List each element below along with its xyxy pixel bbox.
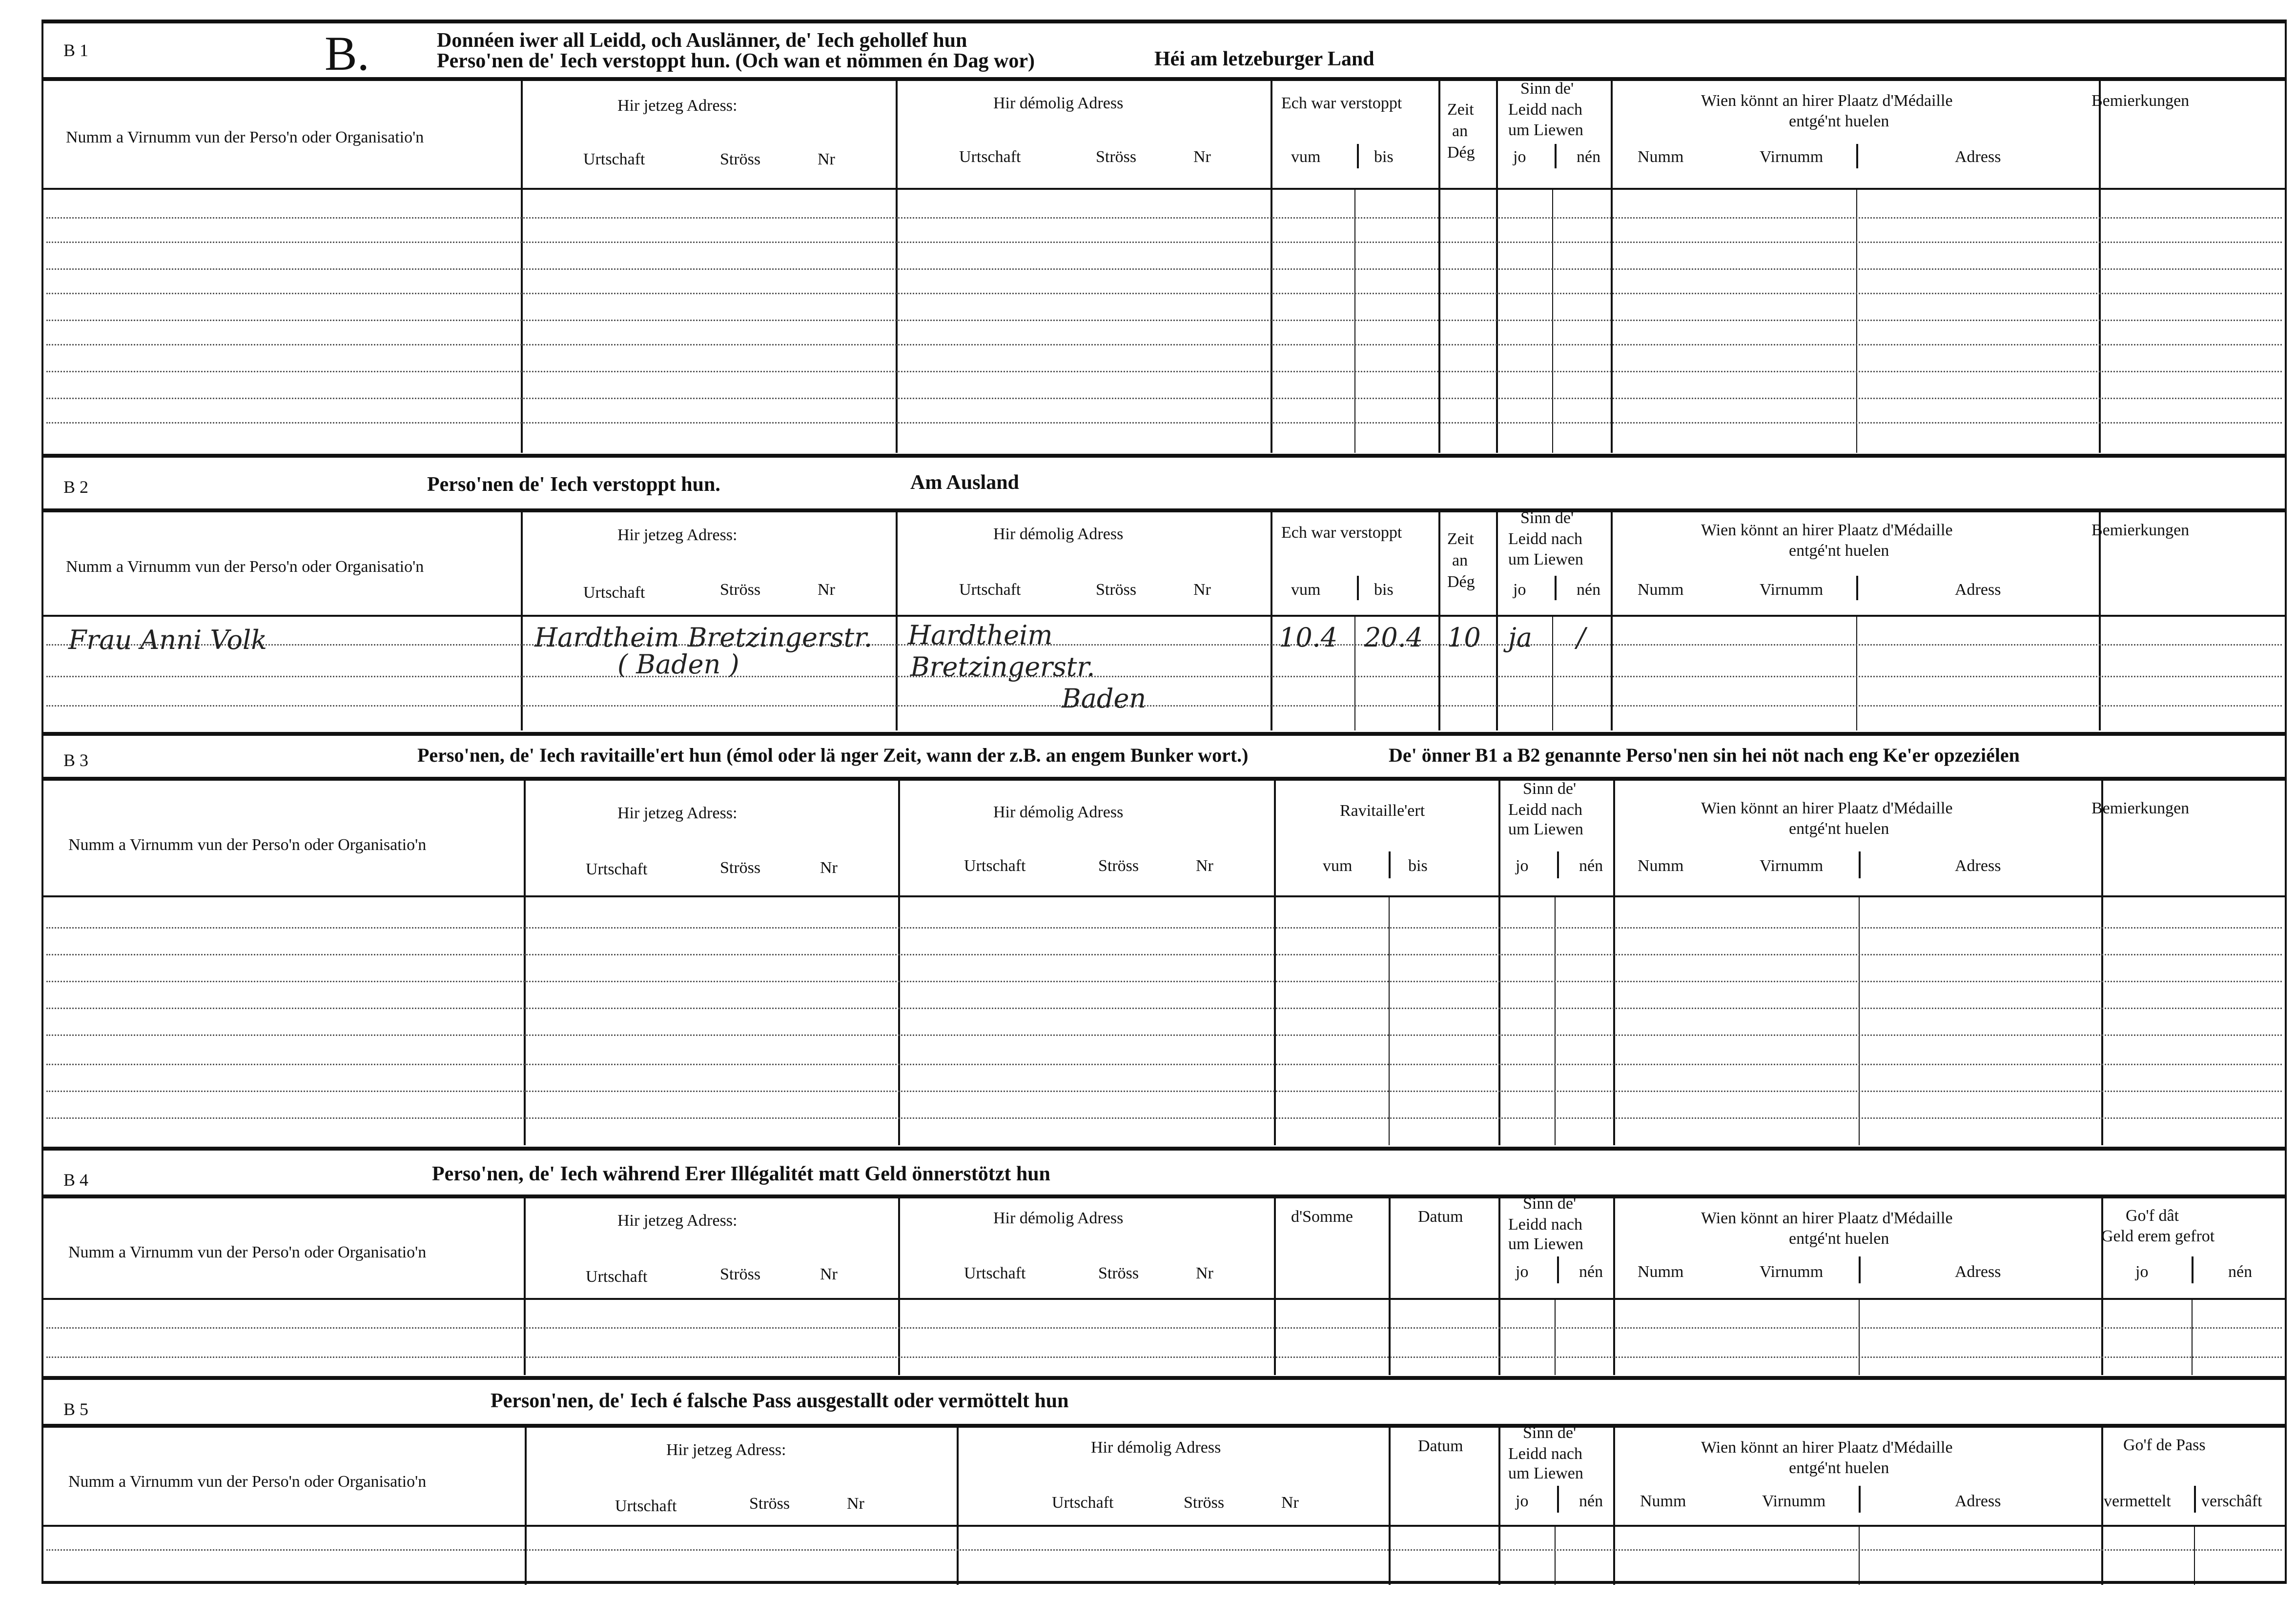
section-title: Perso'nen, de' Iech während Erer Illégalitét matt Geld önnerstötzt hun [432,1163,1050,1185]
divider [1498,1424,1500,1585]
header-vermettelt: vermettelt [2104,1492,2171,1510]
header-nr: Nr [847,1495,864,1513]
header-current-address: Hir jetzeg Adress: [617,1212,738,1230]
header-datum: Datum [1418,1437,1463,1455]
header-zeit: Dég [1447,573,1475,591]
header-name: Numm a Virnumm vun der Perso'n oder Organisatio'n [68,1473,427,1491]
header-nr: Nr [820,859,838,877]
header-remarks: Bemierkungen [2091,521,2190,539]
divider [1859,1525,1860,1585]
header-stross: Ströss [720,859,761,877]
section-title-line2: Perso'nen de' Iech verstoppt hun. (Och wan et nömmen én Dag wor) [437,50,1035,72]
row-line [46,217,2282,219]
row-line [46,981,2282,982]
divider [525,1424,527,1585]
section-code: B 3 [63,750,89,770]
divider [1613,1194,1615,1375]
divider [1555,1525,1556,1585]
header-medal: Wien könnt an hirer Plaatz d'Médaille [1701,521,1953,539]
divider [41,1194,2287,1198]
row-line [46,1549,2282,1551]
row-line [46,705,2282,707]
header-nr: Nr [1196,1264,1213,1282]
header-urtschaft: Urtschaft [959,581,1021,599]
divider [1555,144,1557,168]
divider [1555,576,1557,600]
divider [1859,1298,1860,1375]
header-jo: jo [2135,1263,2149,1281]
section-scope: Am Ausland [910,471,1019,494]
divider [1389,1194,1391,1375]
header-medal: entgé'nt huelen [1789,1459,1889,1477]
entry-to: 20.4 [1364,622,1423,653]
section-code: B 4 [63,1170,89,1190]
divider [41,20,43,1584]
header-gof-pass: Go'f de Pass [2123,1436,2206,1454]
header-adress: Adress [1955,581,2001,599]
row-line [46,1327,2282,1329]
row-line [46,422,2282,424]
header-jo: jo [1516,1492,1529,1510]
divider [1557,1256,1559,1283]
row-line [46,344,2282,345]
divider [1274,1194,1276,1375]
header-bis: bis [1374,581,1394,599]
row-line [46,268,2282,270]
row-line [46,1034,2282,1036]
header-datum: Datum [1418,1208,1463,1226]
header-current-address: Hir jetzeg Adress: [617,97,738,115]
divider [1856,576,1858,600]
divider [41,615,2287,617]
section-b5 [41,1376,2287,1586]
header-stross: Ströss [1096,148,1137,166]
header-medal: Wien könnt an hirer Plaatz d'Médaille [1701,1209,1953,1227]
header-sinn: um Liewen [1508,550,1583,568]
divider [41,1525,2287,1527]
header-virnumm: Virnumm [1760,857,1824,875]
entry-current-address: ( Baden ) [617,649,739,680]
divider [1496,77,1498,453]
header-jo: jo [1516,1263,1529,1281]
header-sinn: Leidd nach [1508,101,1582,119]
header-urtschaft: Urtschaft [964,857,1026,875]
header-numm: Numm [1638,857,1684,875]
header-ravitailleert: Ravitaille'ert [1340,802,1425,820]
header-jo: jo [1513,148,1526,166]
header-zeit: Dég [1447,143,1475,162]
divider [2194,1525,2195,1585]
header-stross: Ströss [1098,1264,1139,1282]
divider [41,1298,2287,1300]
divider [2285,20,2287,1584]
divider [1856,615,1857,730]
divider [2099,77,2101,453]
header-sinn: Sinn de' [1523,1194,1577,1213]
divider [41,1581,2287,1584]
header-sinn: um Liewen [1508,121,1583,139]
header-numm: Numm [1638,148,1684,166]
row-line [46,242,2282,243]
header-sinn: Sinn de' [1523,780,1577,798]
header-nr: Nr [818,581,835,599]
header-medal: entgé'nt huelen [1789,1230,1889,1248]
section-code: B 2 [63,477,89,497]
header-nen: nén [2228,1263,2253,1281]
header-medal: Wien könnt an hirer Plaatz d'Médaille [1701,92,1953,110]
section-title: Perso'nen de' Iech verstoppt hun. [427,473,720,496]
divider [524,777,526,1145]
divider [1271,508,1272,730]
header-remarks: Bemierkungen [2091,799,2190,817]
section-title-line1: Donnéen iwer all Leidd, och Auslänner, de' Iech gehollef hun [437,29,967,52]
header-former-address: Hir démolig Adress [993,94,1124,112]
header-name: Numm a Virnumm vun der Perso'n oder Organisatio'n [68,1243,427,1261]
section-code: B 1 [63,40,89,60]
divider [1611,77,1613,453]
divider [898,1194,900,1375]
section-b4 [41,1147,2287,1376]
divider [1552,615,1553,730]
divider [41,20,2287,23]
divider [1271,77,1272,453]
section-note: De' önner B1 a B2 genannte Perso'nen sin hei nöt nach eng Ke'er opzeziélen [1389,744,2020,766]
header-virnumm: Virnumm [1760,1263,1824,1281]
header-adress: Adress [1955,1492,2001,1510]
header-stross: Ströss [1098,857,1139,875]
header-numm: Numm [1640,1492,1686,1510]
header-zeit: Zeit [1447,530,1474,548]
divider [2101,777,2103,1145]
header-bis: bis [1374,148,1394,166]
header-vum: vum [1291,581,1321,599]
row-line [46,927,2282,929]
header-nen: nén [1577,581,1601,599]
divider [41,188,2287,190]
divider [41,777,2287,781]
divider [521,508,523,730]
section-b1 [41,20,2287,454]
header-urtschaft: Urtschaft [964,1264,1026,1282]
header-stross: Ströss [1096,581,1137,599]
divider [1498,1194,1500,1375]
header-verschaft: verschâft [2201,1492,2262,1510]
row-line [46,398,2282,399]
entry-name: Frau Anni Volk [68,625,267,655]
divider [1438,77,1440,453]
header-former-address: Hir démolig Adress [993,803,1124,821]
divider [1274,777,1276,1145]
row-line [46,293,2282,294]
row-line [46,1064,2282,1065]
section-title: Perso'nen, de' Iech ravitaille'ert hun (émol oder lä nger Zeit, wann der z.B. an engem Bunker wort.) [417,744,1249,766]
header-sinn: Sinn de' [1523,1424,1577,1442]
divider [1557,1486,1559,1513]
header-sinn: Leidd nach [1508,530,1582,548]
divider [41,1147,2287,1151]
divider [1611,508,1613,730]
divider [2194,1486,2196,1513]
entry-from: 10.4 [1279,622,1338,653]
divider [1389,895,1390,1145]
header-nen: nén [1579,1263,1603,1281]
header-name: Numm a Virnumm vun der Perso'n oder Organisatio'n [68,836,427,854]
divider [1613,777,1615,1145]
header-hidden: Ech war verstoppt [1281,524,1402,542]
header-urtschaft: Urtschaft [1052,1494,1114,1512]
header-urtschaft: Urtschaft [615,1497,677,1515]
header-stross: Ströss [720,581,761,599]
header-sinn: Sinn de' [1520,509,1574,527]
divider [1555,895,1556,1145]
divider [521,77,523,453]
header-current-address: Hir jetzeg Adress: [617,526,738,544]
header-hidden: Ech war verstoppt [1281,94,1402,112]
entry-alive-yes: ja [1508,622,1532,653]
divider [1859,1256,1861,1283]
divider [41,77,2287,81]
header-current-address: Hir jetzeg Adress: [666,1441,786,1459]
divider [41,454,2287,458]
header-former-address: Hir démolig Adress [993,1209,1124,1227]
divider [2101,1424,2103,1585]
header-virnumm: Virnumm [1760,148,1824,166]
header-nr: Nr [1193,581,1211,599]
form-letter: B. [325,26,369,81]
header-sinn: Leidd nach [1508,1215,1582,1234]
header-adress: Adress [1955,148,2001,166]
divider [2099,508,2101,730]
divider [2192,1298,2193,1375]
entry-former-address: Bretzingerstr. [910,651,1095,682]
header-medal: Wien könnt an hirer Plaatz d'Médaille [1701,799,1953,817]
divider [896,77,898,453]
row-line [46,1356,2282,1358]
header-former-address: Hir démolig Adress [1091,1438,1221,1457]
divider [1859,851,1861,878]
divider [2192,1256,2194,1283]
header-virnumm: Virnumm [1762,1492,1826,1510]
header-nen: nén [1579,1492,1603,1510]
divider [957,1424,959,1585]
header-nr: Nr [818,150,835,168]
header-remarks: Bemierkungen [2091,92,2190,110]
divider [1357,576,1359,600]
divider [1496,508,1498,730]
header-current-address: Hir jetzeg Adress: [617,804,738,822]
header-sinn: um Liewen [1508,820,1583,838]
divider [1613,1424,1615,1585]
section-title: Person'nen, de' Iech é falsche Pass ausgestallt oder vermöttelt hun [491,1390,1069,1412]
row-line [46,676,2282,677]
header-urtschaft: Urtschaft [586,860,648,878]
header-sinn: Leidd nach [1508,1445,1582,1463]
header-numm: Numm [1638,581,1684,599]
header-medal: entgé'nt huelen [1789,112,1889,130]
header-numm: Numm [1638,1263,1684,1281]
header-gof-geld: Geld erem gefrot [2101,1227,2215,1245]
entry-current-address: Hardtheim Bretzingerstr. [534,622,873,653]
header-name: Numm a Virnumm vun der Perso'n oder Organisatio'n [66,558,424,576]
header-nen: nén [1579,857,1603,875]
section-scope: Héi am letzeburger Land [1154,48,1374,70]
entry-former-address: Baden [1062,683,1147,714]
form-page [41,20,2287,1591]
divider [896,508,898,730]
divider [1859,1486,1861,1513]
header-jo: jo [1516,857,1529,875]
header-gof-geld: Go'f dât [2126,1207,2179,1225]
header-name: Numm a Virnumm vun der Perso'n oder Organisatio'n [66,128,424,146]
header-zeit: an [1452,551,1468,569]
header-stross: Ströss [720,150,761,168]
entry-former-address: Hardtheim [908,620,1053,650]
row-line [46,644,2282,646]
entry-alive-no: / [1577,622,1586,653]
header-adress: Adress [1955,857,2001,875]
section-b2 [41,454,2287,732]
divider [1354,615,1355,730]
divider [41,508,2287,512]
header-virnumm: Virnumm [1760,581,1824,599]
header-sinn: Leidd nach [1508,801,1582,819]
header-medal: Wien könnt an hirer Plaatz d'Médaille [1701,1438,1953,1457]
divider [41,1376,2287,1380]
header-nr: Nr [1193,148,1211,166]
header-bis: bis [1408,857,1428,875]
header-nr: Nr [1281,1494,1299,1512]
header-nen: nén [1577,148,1601,166]
divider [1389,851,1391,878]
row-line [46,371,2282,372]
divider [1357,144,1359,168]
header-vum: vum [1291,148,1321,166]
row-line [46,1008,2282,1009]
divider [898,777,900,1145]
divider [41,1424,2287,1428]
section-b3 [41,732,2287,1147]
header-adress: Adress [1955,1263,2001,1281]
divider [41,732,2287,736]
header-stross: Ströss [720,1265,761,1283]
divider [1859,895,1860,1145]
header-medal: entgé'nt huelen [1789,820,1889,838]
header-nr: Nr [820,1265,838,1283]
divider [2101,1194,2103,1375]
header-zeit: an [1452,122,1468,140]
entry-days: 10 [1447,622,1481,653]
header-stross: Ströss [1184,1494,1225,1512]
header-stross: Ströss [749,1495,790,1513]
row-line [46,1091,2282,1092]
divider [1438,508,1440,730]
row-line [46,954,2282,955]
row-line [46,1117,2282,1119]
header-vum: vum [1323,857,1353,875]
divider [1557,851,1559,878]
row-line [46,320,2282,321]
header-sinn: um Liewen [1508,1464,1583,1482]
divider [1555,1298,1556,1375]
header-sinn: Sinn de' [1520,80,1574,98]
header-urtschaft: Urtschaft [583,584,645,602]
header-urtschaft: Urtschaft [959,148,1021,166]
header-zeit: Zeit [1447,101,1474,119]
header-sinn: um Liewen [1508,1235,1583,1253]
header-nr: Nr [1196,857,1213,875]
divider [1389,1424,1391,1585]
header-somme: d'Somme [1291,1208,1353,1226]
section-code: B 5 [63,1399,89,1419]
header-former-address: Hir démolig Adress [993,525,1124,543]
header-urtschaft: Urtschaft [583,150,645,168]
divider [524,1194,526,1375]
divider [1498,777,1500,1145]
header-urtschaft: Urtschaft [586,1268,648,1286]
header-medal: entgé'nt huelen [1789,542,1889,560]
divider [1856,144,1858,168]
header-jo: jo [1513,581,1526,599]
divider [41,895,2287,897]
